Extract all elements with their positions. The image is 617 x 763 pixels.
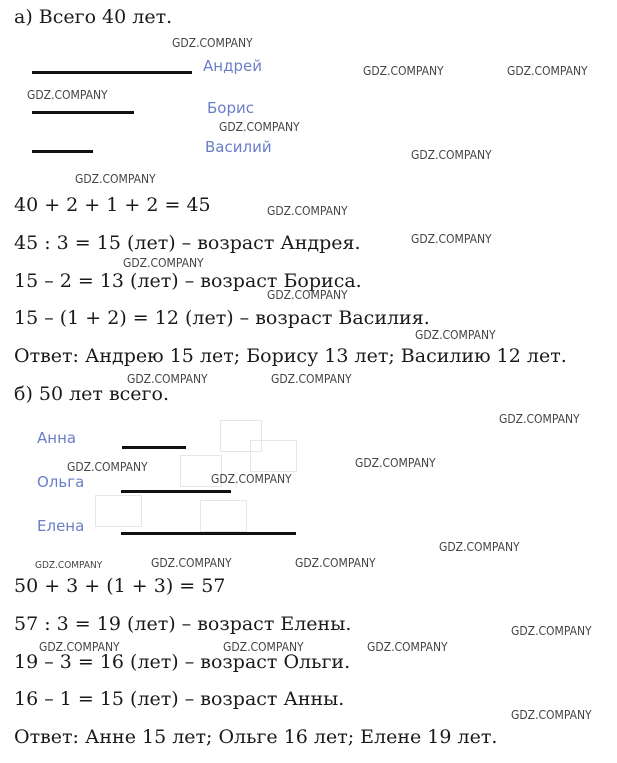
part-b-line-3: 19 – 3 = 16 (лет) – возраст Ольги. — [14, 651, 351, 673]
part-b-line-2: 57 : 3 = 19 (лет) – возраст Елены. — [14, 613, 352, 635]
watermark: GDZ.COMPANY — [355, 456, 436, 470]
watermark: GDZ.COMPANY — [271, 372, 352, 386]
watermark: GDZ.COMPANY — [267, 204, 348, 218]
watermark: GDZ.COMPANY — [27, 88, 108, 102]
watermark: GDZ.COMPANY — [507, 64, 588, 78]
watermark: GDZ.COMPANY — [172, 36, 253, 50]
watermark: GDZ.COMPANY — [67, 460, 148, 474]
grid-decoration — [250, 440, 297, 472]
watermark: GDZ.COMPANY — [499, 412, 580, 426]
watermark: GDZ.COMPANY — [123, 256, 204, 270]
label-olga: Ольга — [37, 473, 85, 491]
label-elena: Елена — [37, 517, 85, 535]
watermark: GDZ.COMPANY — [35, 560, 103, 571]
watermark: GDZ.COMPANY — [415, 328, 496, 342]
watermark: GDZ.COMPANY — [127, 372, 208, 386]
watermark: GDZ.COMPANY — [511, 624, 592, 638]
part-b-line-4: 16 – 1 = 15 (лет) – возраст Анны. — [14, 688, 345, 710]
watermark: GDZ.COMPANY — [75, 172, 156, 186]
elena-bar — [121, 532, 296, 535]
part-b-heading: б) 50 лет всего. — [14, 383, 169, 405]
watermark: GDZ.COMPANY — [411, 148, 492, 162]
vasily-bar — [32, 150, 93, 153]
watermark: GDZ.COMPANY — [439, 540, 520, 554]
anna-bar — [122, 446, 186, 449]
label-andrey: Андрей — [203, 57, 262, 75]
grid-decoration — [200, 500, 247, 532]
part-a-line-3: 15 – 2 = 13 (лет) – возраст Бориса. — [14, 270, 362, 292]
olga-bar — [121, 490, 231, 493]
part-a-line-1: 40 + 2 + 1 + 2 = 45 — [14, 194, 211, 216]
watermark: GDZ.COMPANY — [363, 64, 444, 78]
label-anna: Анна — [37, 429, 77, 447]
watermark: GDZ.COMPANY — [39, 640, 120, 654]
part-a-answer: Ответ: Андрею 15 лет; Борису 13 лет; Василию 12 лет. — [14, 345, 567, 367]
watermark: GDZ.COMPANY — [367, 640, 448, 654]
part-b-line-1: 50 + 3 + (1 + 3) = 57 — [14, 575, 226, 597]
part-a-line-2: 45 : 3 = 15 (лет) – возраст Андрея. — [14, 232, 361, 254]
watermark: GDZ.COMPANY — [219, 120, 300, 134]
watermark: GDZ.COMPANY — [211, 472, 292, 486]
part-a-line-4: 15 – (1 + 2) = 12 (лет) – возраст Василия. — [14, 307, 430, 329]
watermark: GDZ.COMPANY — [411, 232, 492, 246]
watermark: GDZ.COMPANY — [267, 288, 348, 302]
part-b-answer: Ответ: Анне 15 лет; Ольге 16 лет; Елене 19 лет. — [14, 726, 498, 748]
grid-decoration — [95, 495, 142, 527]
label-boris: Борис — [207, 99, 254, 117]
boris-bar — [32, 111, 134, 114]
watermark: GDZ.COMPANY — [295, 556, 376, 570]
part-a-heading: а) Всего 40 лет. — [14, 6, 173, 28]
watermark: GDZ.COMPANY — [511, 708, 592, 722]
andrey-bar — [32, 71, 192, 74]
label-vasily: Василий — [205, 138, 272, 156]
watermark: GDZ.COMPANY — [151, 556, 232, 570]
watermark: GDZ.COMPANY — [223, 640, 304, 654]
